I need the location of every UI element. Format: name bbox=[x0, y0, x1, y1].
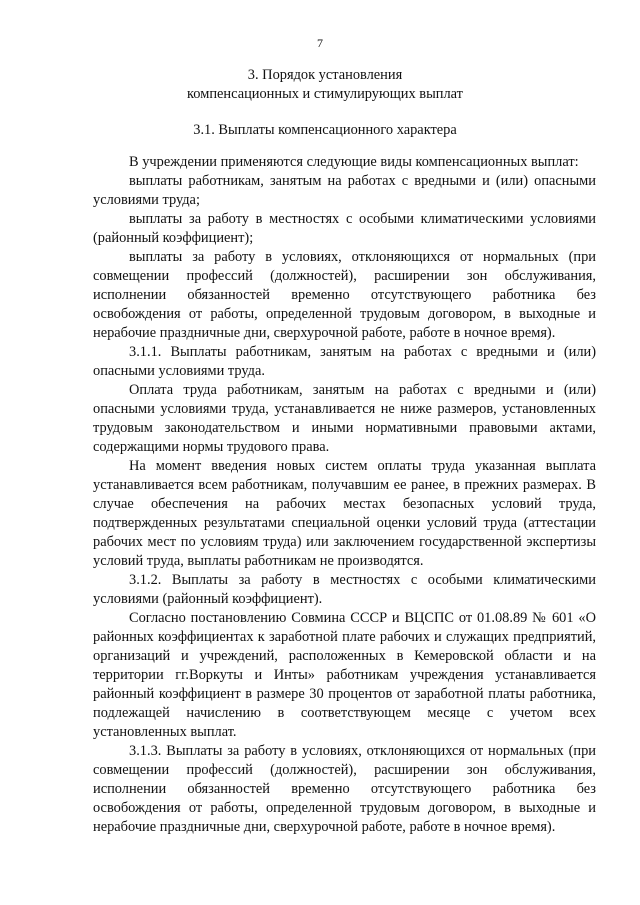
section-heading bbox=[90, 66, 560, 104]
paragraph: выплаты за работу в условиях, отклоняющихся от нормальных (при совмещении профессий (должностей), расширении зон обслуживания, исполнении обязанностей временно отсутствующего работника без освобождения от работы, определенной трудовым договором, в выходные и нерабочие праздничные дни, сверхурочной работе, работе в ночное время). bbox=[93, 249, 596, 341]
paragraph: 3.1.3. Выплаты за работу в условиях, отклоняющихся от нормальных (при совмещении профессий (должностей), расширении зон обслуживания, исполнении обязанностей временно отсутствующего работника без освобождения от работы, определенной трудовым договором, в выходные и нерабочие праздничные дни, сверхурочной работе, работе в ночное время). bbox=[93, 743, 596, 835]
document-body bbox=[93, 153, 596, 837]
section-title-line-1: 3. Порядок установления bbox=[247, 67, 403, 83]
paragraph: выплаты работникам, занятым на работах с вредными и (или) опасными условиями труда; bbox=[93, 173, 596, 208]
paragraph: 3.1.1. Выплаты работникам, занятым на работах с вредными и (или) опасными условиями труда. bbox=[93, 344, 596, 379]
paragraph: выплаты за работу в местностях с особыми климатическими условиями (районный коэффициент); bbox=[93, 211, 596, 246]
paragraph: 3.1.2. Выплаты за работу в местностях с особыми климатическими условиями (районный коэффициент). bbox=[93, 572, 596, 607]
paragraph: На момент введения новых систем оплаты труда указанная выплата устанавливается всем работникам, получавшим ее ранее, в прежних размерах. В случае обеспечения на рабочих местах безопасных условий труда, подтвержденных результатами специальной оценки условий труда (аттестации рабочих мест по условиям труда) или заключением государственной экспертизы условий труда, выплаты работникам не производятся. bbox=[93, 458, 596, 569]
paragraph: Согласно постановлению Совмина СССР и ВЦСПС от 01.08.89 № 601 «О районных коэффициентах к заработной плате рабочих и служащих предприятий, организаций и учреждений, расположенных в Кемеровской области и на территории гг.Воркуты и Инты» работникам учреждения устанавливается районный коэффициент в размере 30 процентов от заработной платы работника, подлежащей начислению в соответствующем месяце с учетом всех установленных выплат. bbox=[93, 610, 596, 740]
section-title-line-2: компенсационных и стимулирующих выплат bbox=[187, 86, 463, 102]
paragraph: Оплата труда работникам, занятым на работах с вредными и (или) опасными условиями труда, устанавливается не ниже размеров, установленных трудовым законодательством и иными нормативными правовыми актами, содержащими нормы трудового права. bbox=[93, 382, 596, 455]
paragraph: В учреждении применяются следующие виды компенсационных выплат: bbox=[129, 154, 579, 170]
page-number: 7 bbox=[317, 36, 323, 50]
subsection-heading: 3.1. Выплаты компенсационного характера bbox=[193, 122, 457, 138]
